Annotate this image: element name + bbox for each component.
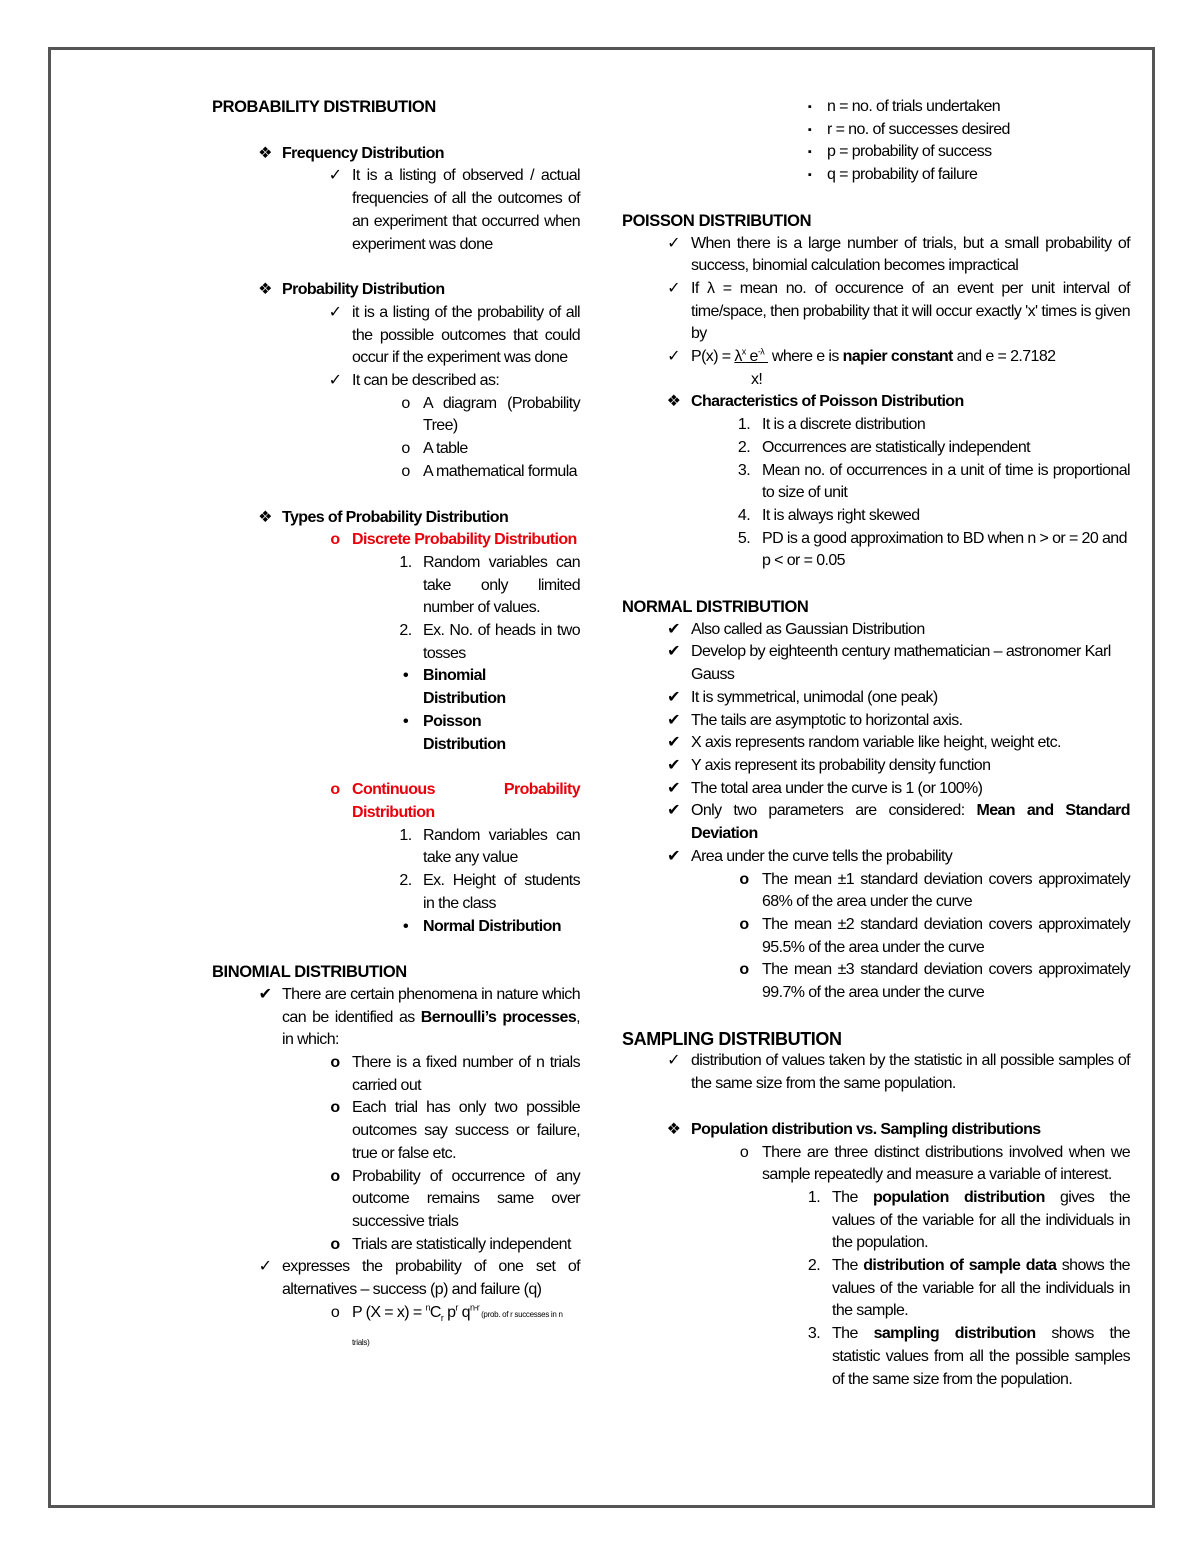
prob-option-1 — [388, 393, 580, 438]
circle-bullet-icon: o — [401, 462, 410, 480]
continuous-bullet-1 — [388, 916, 580, 939]
bullet-icon: • — [402, 667, 408, 685]
prob-option-text: A table — [423, 440, 468, 458]
circle-bullet-icon: o — [330, 1167, 340, 1185]
list-number: 3. — [737, 461, 751, 479]
discrete-bullet-2 — [388, 711, 580, 756]
prob-heading: Probability Distribution — [282, 281, 445, 299]
normal-area-text: Area under the curve tells the probability — [691, 847, 953, 865]
check-icon: ✓ — [667, 234, 680, 252]
discrete-heading-row — [318, 529, 580, 552]
prob-item-1 — [318, 302, 580, 370]
prob-option-2 — [388, 438, 580, 461]
circle-bullet-icon: o — [330, 1235, 340, 1253]
continuous-item-text: Ex. Height of students in the class — [423, 872, 580, 912]
normal-params-text: Only two parameters are considered: Mean and Standard Deviation — [691, 802, 1130, 843]
binomial-formula-text: P $(X = x) = ^nC_r$ $p^r$ $q^{n-r}$ (prob. of r successes in n trials) — [352, 1302, 563, 1347]
poisson-char-text: Mean no. of occurrences in a unit of time is proportional to size of unit — [762, 461, 1130, 502]
circle-bullet-icon: o — [330, 1099, 340, 1117]
prob-item-2 — [318, 370, 580, 393]
normal-item-text: Also called as Gaussian Distribution — [691, 620, 925, 638]
poisson-text: If λ = mean no. of occurence of an event per unit interval of time/space, then probability that it will occur exactly 'x' times is given by — [691, 279, 1130, 343]
check-icon: ✓ — [258, 1258, 272, 1276]
sampling-list-text: The sampling distribution shows the statistic values from all the possible samples of the same size from the population. — [832, 1325, 1130, 1388]
check-icon: ✓ — [328, 372, 342, 390]
poisson-char — [726, 437, 1130, 460]
sampling-list-3 — [796, 1323, 1130, 1391]
freq-text: It is a listing of observed / actual frequencies of all the outcomes of an experiment that occurred when experiment was done — [352, 167, 580, 253]
binomial-intro — [248, 984, 580, 1052]
sampling-title: SAMPLING DISTRIBUTION — [622, 1028, 842, 1049]
freq-heading: Frequency Distribution — [282, 144, 444, 162]
three-distributions — [726, 1142, 1130, 1187]
normal-sub — [726, 869, 1130, 914]
binomial-item-text: There is a fixed number of n trials carried out — [352, 1054, 580, 1094]
pop-heading: Population distribution vs. Sampling distributions — [691, 1120, 1041, 1138]
circle-bullet-icon: o — [401, 394, 410, 412]
diamond-icon: ❖ — [666, 1120, 681, 1138]
continuous-heading-row — [318, 779, 580, 824]
continuous-item-2 — [388, 870, 580, 915]
list-number: 2. — [807, 1257, 821, 1275]
normal-item — [656, 732, 1130, 755]
discrete-item-text: Random variables can take only limited number of values. — [423, 553, 580, 617]
poisson-char-text: It is a discrete distribution — [762, 416, 926, 434]
normal-sub — [726, 959, 1130, 1004]
square-bullet-icon: ▪ — [807, 101, 812, 113]
continuous-label: Continuous Probability Distribution — [352, 781, 580, 821]
circle-bullet-icon: o — [739, 870, 749, 888]
normal-item-text: Y axis represent its probability density function — [691, 756, 991, 774]
circle-bullet-icon: o — [739, 915, 749, 933]
list-number: 2. — [399, 622, 412, 640]
discrete-bullet-1 — [388, 665, 580, 710]
normal-item — [656, 778, 1130, 801]
binomial-item-text: Each trial has only two possible outcomes say success or failure, true or false etc. — [352, 1099, 580, 1162]
poisson-char — [726, 414, 1130, 437]
normal-item — [656, 755, 1130, 778]
def-item — [792, 96, 1130, 119]
def-text: q = probability of failure — [827, 166, 978, 184]
poisson-item-1 — [656, 233, 1130, 278]
heavy-check-icon: ✔ — [667, 734, 680, 752]
prob-option-text: A diagram (Probability Tree) — [423, 394, 580, 435]
bullet-icon: • — [402, 712, 408, 730]
normal-sub — [726, 914, 1130, 959]
check-icon: ✓ — [667, 348, 680, 366]
check-icon: ✓ — [328, 303, 342, 321]
freq-heading-row — [248, 143, 580, 166]
check-icon: ✓ — [328, 167, 342, 185]
sampling-list-text: The distribution of sample data shows the values of the variable for all the individuals in the sample. — [832, 1257, 1130, 1320]
normal-area — [656, 846, 1130, 869]
def-text: p = probability of success — [827, 143, 992, 161]
prob-heading-row — [248, 279, 580, 302]
binomial-item-text: Trials are statistically independent — [352, 1235, 571, 1253]
three-text: There are three distinct distributions involved when we sample repeatedly and measure a variable of interest. — [762, 1143, 1130, 1184]
binomial-expresses-text: expresses the probability of one set of alternatives – success (p) and failure (q) — [282, 1258, 580, 1299]
normal-title: NORMAL DISTRIBUTION — [622, 598, 809, 617]
prob-option-text: A mathematical formula — [423, 462, 577, 480]
list-number: 2. — [399, 872, 412, 890]
circle-bullet-icon: o — [330, 531, 340, 549]
normal-sub-text: The mean ±3 standard deviation covers approximately 99.7% of the area under the curve — [762, 961, 1130, 1002]
poisson-char-text: It is always right skewed — [762, 506, 920, 524]
continuous-item-1 — [388, 825, 580, 870]
discrete-bullet-text: Binomial Distribution — [423, 667, 506, 708]
poisson-char-heading-row — [656, 391, 1130, 414]
list-number: 1. — [737, 416, 751, 434]
poisson-title: POISSON DISTRIBUTION — [622, 211, 812, 230]
poisson-char — [726, 528, 1130, 573]
heavy-check-icon: ✔ — [667, 688, 680, 706]
heavy-check-icon: ✔ — [667, 756, 680, 774]
circle-bullet-icon: o — [330, 1303, 340, 1321]
diamond-icon: ❖ — [258, 281, 272, 299]
poisson-char-text: Occurrences are statistically independent — [762, 438, 1030, 456]
normal-item — [656, 710, 1130, 733]
prob-text-2: It can be described as: — [352, 372, 500, 390]
circle-bullet-icon: o — [739, 961, 749, 979]
continuous-item-text: Random variables can take any value — [423, 826, 580, 867]
binomial-formula — [318, 1302, 580, 1353]
binomial-intro-text: There are certain phenomena in nature which can be identified as Bernoulli’s processes, in which: — [282, 985, 580, 1049]
normal-item-text: It is symmetrical, unimodal (one peak) — [691, 688, 938, 706]
right-column — [622, 96, 1130, 1391]
normal-sub-text: The mean ±2 standard deviation covers approximately 95.5% of the area under the curve — [762, 915, 1130, 956]
normal-item — [656, 641, 1130, 686]
normal-params — [656, 800, 1130, 845]
list-number: 1. — [399, 826, 412, 844]
list-number: 1. — [807, 1188, 821, 1206]
poisson-char-heading: Characteristics of Poisson Distribution — [691, 393, 964, 411]
left-column — [212, 96, 580, 1352]
sampling-list-1 — [796, 1187, 1130, 1255]
types-heading: Types of Probability Distribution — [282, 508, 509, 526]
normal-item-text: X axis represents random variable like height, weight etc. — [691, 734, 1061, 752]
binomial-expresses — [248, 1256, 580, 1301]
heavy-check-icon: ✔ — [667, 711, 680, 729]
def-text: n = no. of trials undertaken — [827, 98, 1001, 115]
square-bullet-icon: ▪ — [807, 169, 812, 182]
check-icon: ✓ — [667, 1052, 680, 1070]
poisson-char — [726, 460, 1130, 505]
def-item — [792, 119, 1130, 142]
heavy-check-icon: ✔ — [667, 643, 680, 661]
heavy-check-icon: ✔ — [258, 985, 272, 1003]
prob-option-3 — [388, 461, 580, 484]
bullet-icon: • — [402, 917, 408, 935]
binomial-title: BINOMIAL DISTRIBUTION — [212, 963, 407, 982]
normal-item-text: The total area under the curve is 1 (or 100%) — [691, 779, 983, 797]
binomial-item-2 — [318, 1097, 580, 1165]
normal-item-text: The tails are asymptotic to horizontal axis. — [691, 711, 963, 729]
diamond-icon: ❖ — [258, 144, 272, 162]
discrete-label: Discrete Probability Distribution — [352, 531, 577, 549]
discrete-item-text: Ex. No. of heads in two tosses — [423, 622, 580, 662]
list-number: 4. — [737, 506, 751, 524]
discrete-bullet-text: Poisson Distribution — [423, 712, 506, 753]
poisson-char-text: PD is a good approximation to BD when n > or = 20 and p < or = 0.05 — [762, 529, 1127, 570]
heavy-check-icon: ✔ — [667, 779, 680, 797]
heavy-check-icon: ✔ — [667, 847, 680, 865]
diamond-icon: ❖ — [258, 508, 272, 526]
square-bullet-icon: ▪ — [807, 146, 812, 159]
list-number: 1. — [399, 553, 412, 571]
list-number: 3. — [807, 1325, 821, 1343]
sampling-list-text: The population distribution gives the values of the variable for all the individuals in the population. — [832, 1188, 1130, 1252]
heavy-check-icon: ✔ — [667, 620, 680, 638]
page-title: PROBABILITY DISTRIBUTION — [212, 98, 436, 116]
diamond-icon: ❖ — [666, 393, 681, 411]
list-number: 2. — [737, 438, 751, 456]
def-item — [792, 141, 1130, 164]
heavy-check-icon: ✔ — [667, 802, 680, 820]
sampling-list-2 — [796, 1255, 1130, 1323]
pop-heading-row — [656, 1119, 1130, 1142]
discrete-item-1 — [388, 552, 580, 620]
circle-bullet-icon: o — [330, 781, 340, 799]
circle-bullet-icon: o — [739, 1143, 749, 1161]
normal-sub-text: The mean ±1 standard deviation covers approximately 68% of the area under the curve — [762, 870, 1130, 911]
def-item — [792, 164, 1130, 187]
binomial-item-1 — [318, 1052, 580, 1097]
circle-bullet-icon: o — [401, 440, 410, 458]
normal-item — [656, 687, 1130, 710]
sampling-def — [656, 1050, 1130, 1095]
def-text: r = no. of successes desired — [827, 120, 1010, 138]
binomial-item-4 — [318, 1234, 580, 1257]
prob-text-1: it is a listing of the probability of all the possible outcomes that could occur if the experiment was done — [352, 303, 580, 367]
poisson-formula: $P(x) = \lambda^x$ $e^{-\lambda}$ where e is napier constant and e = 2.7182 x! — [691, 346, 1056, 388]
binomial-item-3 — [318, 1166, 580, 1234]
poisson-item-2 — [656, 278, 1130, 346]
discrete-item-2 — [388, 620, 580, 665]
sampling-def-text: distribution of values taken by the statistic in all possible samples of the same size from the same population. — [691, 1052, 1130, 1093]
binomial-item-text: Probability of occurrence of any outcome remains same over successive trials — [352, 1167, 580, 1230]
continuous-bullet-text: Normal Distribution — [423, 917, 561, 935]
circle-bullet-icon: o — [330, 1054, 340, 1072]
list-number: 5. — [737, 529, 751, 547]
square-bullet-icon: ▪ — [807, 123, 812, 136]
poisson-item-3 — [656, 346, 1130, 391]
check-icon: ✓ — [667, 279, 680, 297]
poisson-text: When there is a large number of trials, but a small probability of success, binomial calculation becomes impractical — [691, 234, 1130, 275]
poisson-char — [726, 505, 1130, 528]
normal-item-text: Develop by eighteenth century mathematician – astronomer Karl Gauss — [691, 643, 1111, 684]
freq-item — [318, 165, 580, 256]
types-heading-row — [248, 507, 580, 530]
normal-item — [656, 619, 1130, 642]
